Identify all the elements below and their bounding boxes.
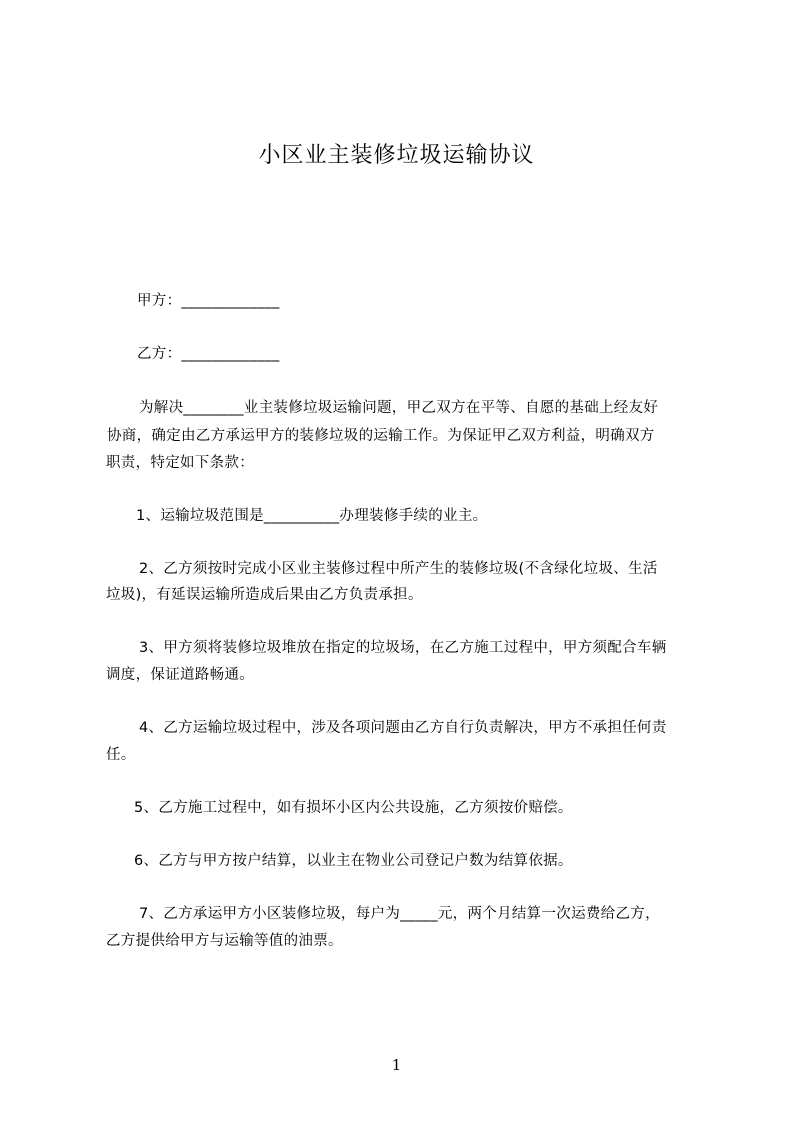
clause-5-line-1: 5、乙方施工过程中，如有损坏小区内公共设施，乙方须按价赔偿。 <box>134 800 573 816</box>
clause-1-line-1: 1、运输垃圾范围是__________办理装修手续的业主。 <box>136 508 488 524</box>
clause-2-line-1: 2、乙方须按时完成小区业主装修过程中所产生的装修垃圾(不含绿化垃圾、生活 <box>139 561 658 577</box>
party-a-line: 甲方：_____________ <box>137 293 280 309</box>
clause-4-line-1: 4、乙方运输垃圾过程中，涉及各项问题由乙方自行负责解决，甲方不承担任何责 <box>139 720 667 736</box>
clause-3-line-1: 3、甲方须将装修垃圾堆放在指定的垃圾场，在乙方施工过程中，甲方须配合车辆 <box>139 640 667 656</box>
clause-6-line-1: 6、乙方与甲方按户结算，以业主在物业公司登记户数为结算依据。 <box>134 853 573 869</box>
clause-7-line-2: 乙方提供给甲方与运输等值的油票。 <box>106 933 343 949</box>
document-title: 小区业主装修垃圾运输协议 <box>258 143 535 168</box>
clause-2-line-2: 垃圾)，有延误运输所造成后果由乙方负责承担。 <box>106 587 423 603</box>
clause-4-line-2: 任。 <box>106 747 136 763</box>
party-b-line: 乙方：_____________ <box>137 346 280 362</box>
intro-line-2: 协商，确定由乙方承运甲方的装修垃圾的运输工作。为保证甲乙双方利益，明确双方 <box>107 428 655 444</box>
clause-3-line-2: 调度，保证道路畅通。 <box>106 667 254 683</box>
intro-line-3: 职责，特定如下条款： <box>106 455 254 471</box>
clause-7-line-1: 7、乙方承运甲方小区装修垃圾，每户为_____元，两个月结算一次运费给乙方， <box>139 906 660 922</box>
page-number: 1 <box>391 1056 402 1074</box>
intro-line-1: 为解决________业主装修垃圾运输问题，甲乙双方在平等、自愿的基础上经友好 <box>139 400 659 416</box>
